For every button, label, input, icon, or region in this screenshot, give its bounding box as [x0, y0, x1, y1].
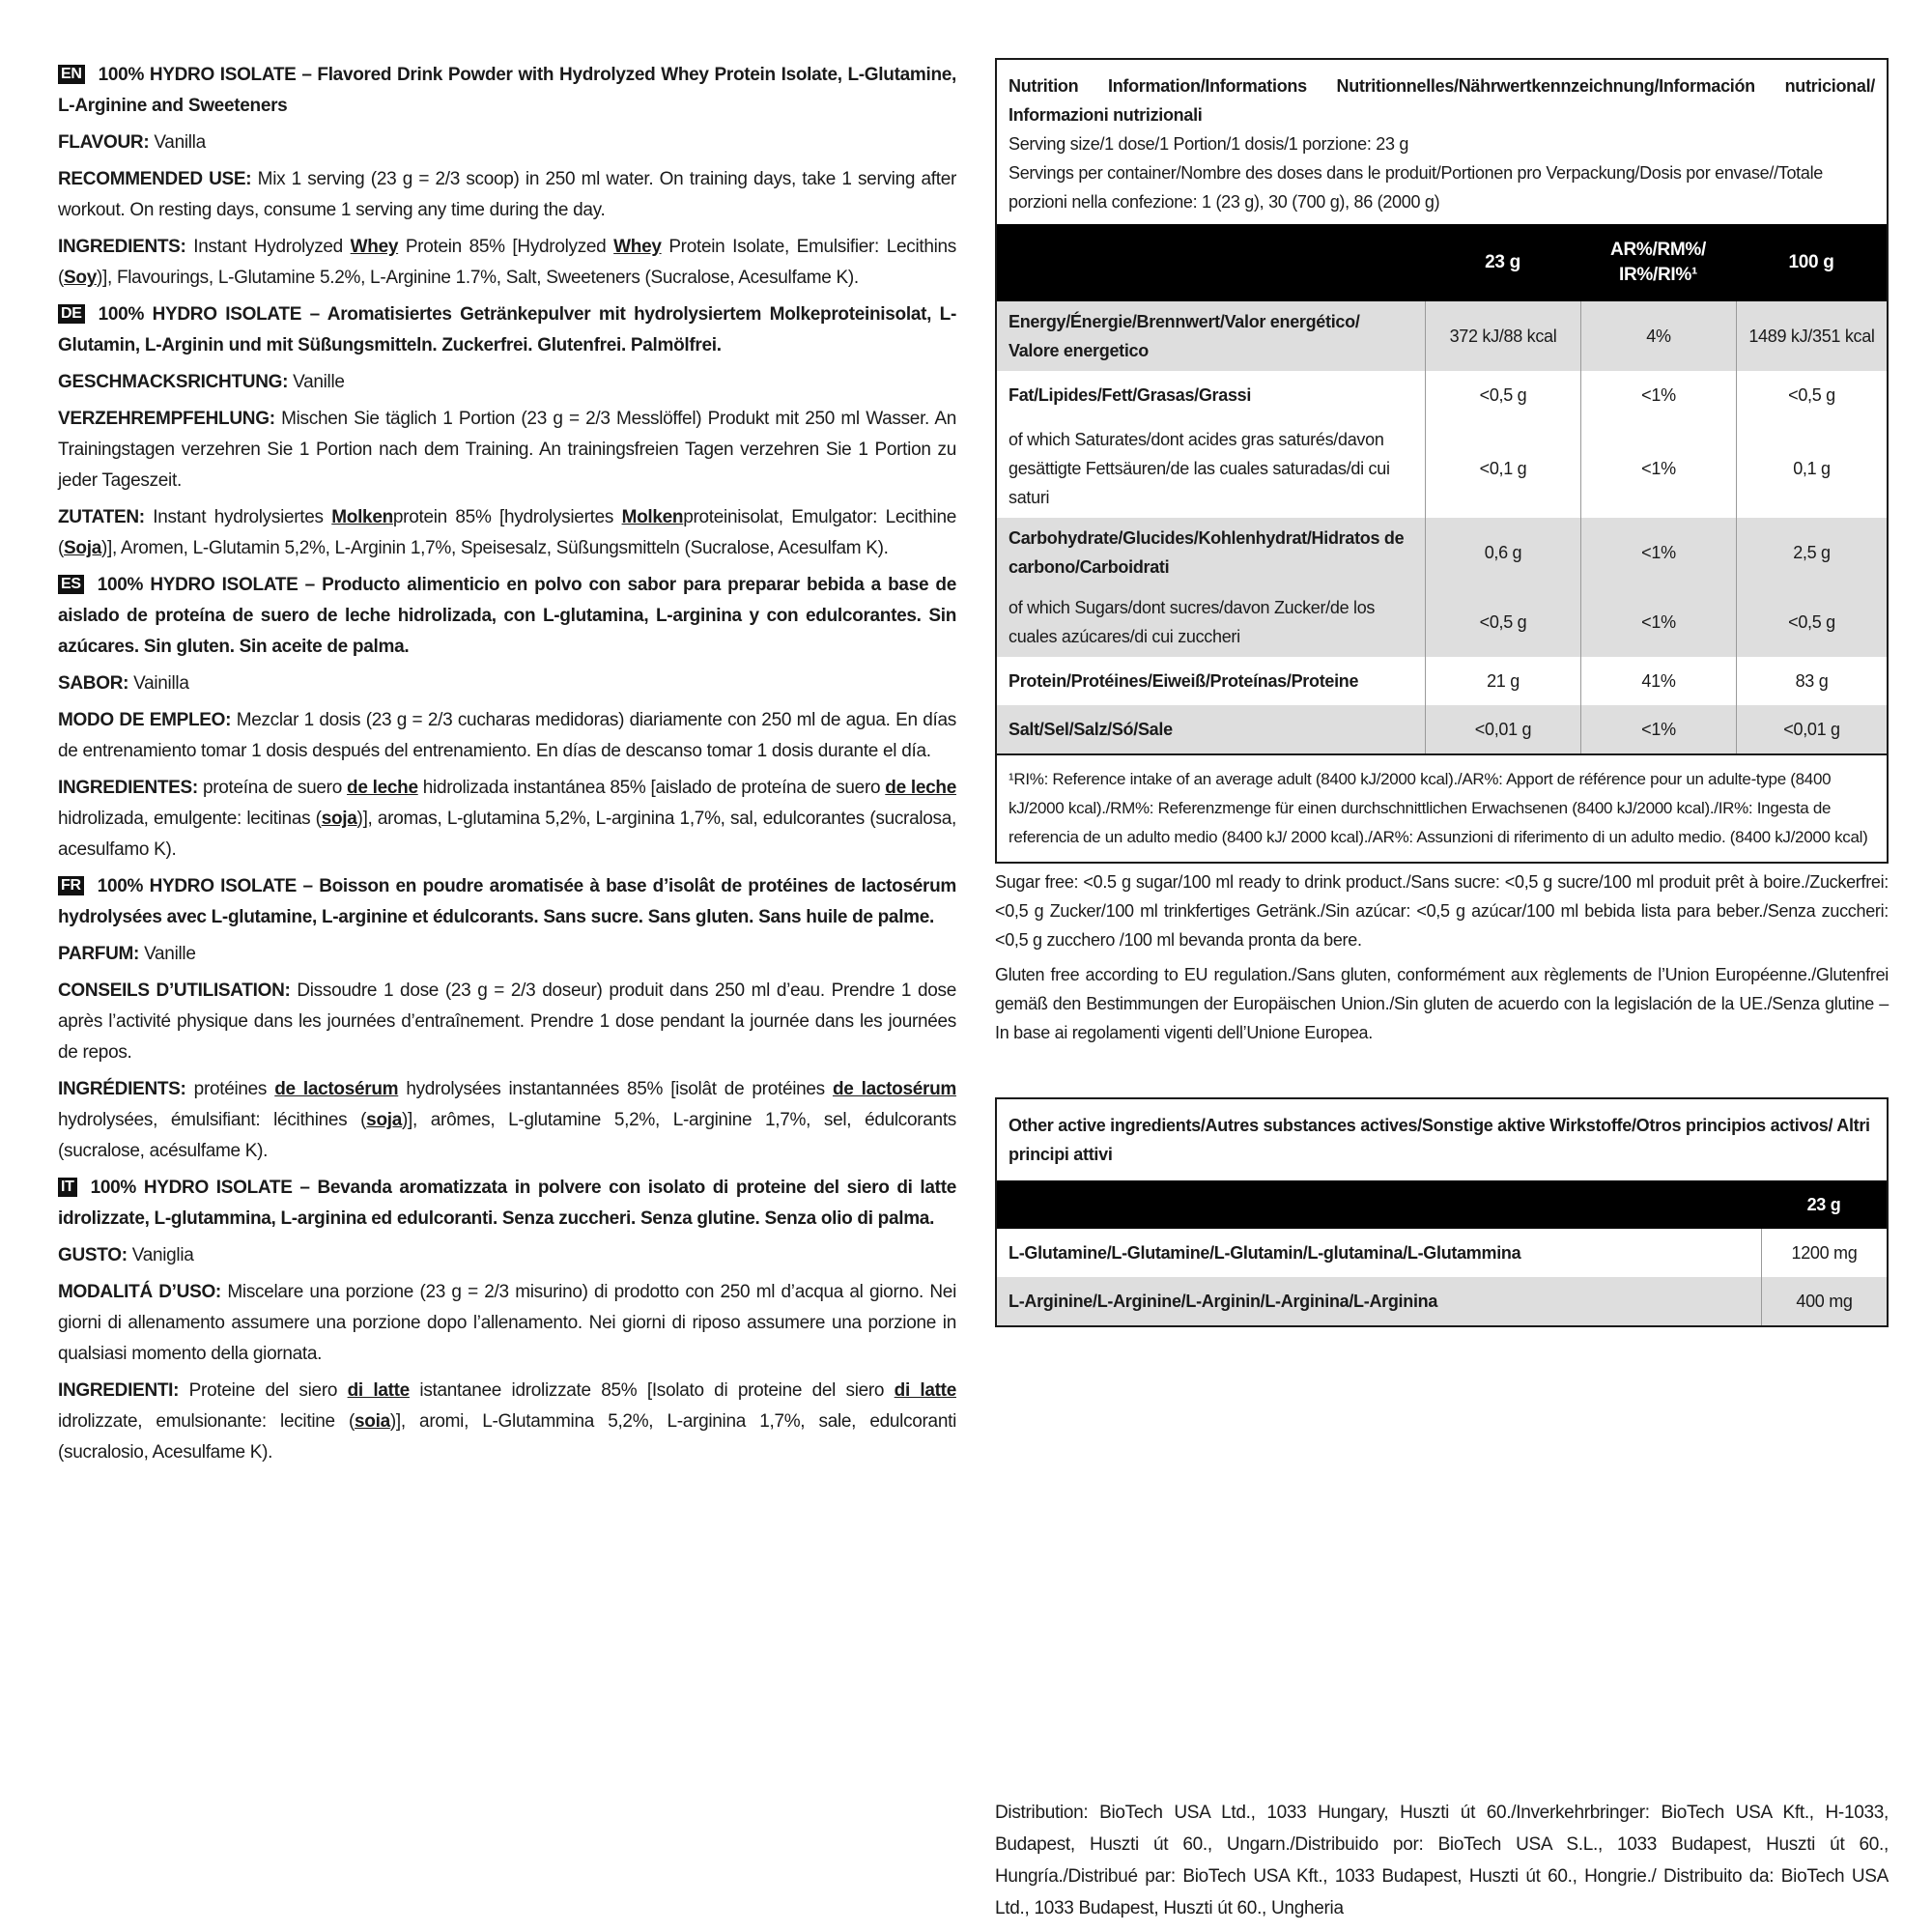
language-badge: IT — [58, 1178, 77, 1197]
allergen-text: Whey — [613, 237, 662, 257]
servings-per-container: Servings per container/Nombre des doses dans le produit/Portionen pro Verpackung/Dosis por envase//Totale porzioni nella confezione: 1 (23 g), 30 (700 g), 86 (2000 g) — [1009, 163, 1824, 212]
value-23g: 21 g — [1425, 657, 1580, 705]
nutrition-row — [997, 657, 1887, 705]
flavour-label: GUSTO: — [58, 1245, 128, 1265]
recommended-use-label: CONSEILS D’UTILISATION: — [58, 980, 291, 1001]
other-actives-header — [997, 1180, 1887, 1229]
ingredients-text: proteína de suero — [203, 778, 348, 798]
flavour-paragraph — [58, 1240, 956, 1271]
value-100g: <0,5 g — [1736, 587, 1887, 657]
allergen-text: de lactosérum — [274, 1079, 399, 1099]
recommended-use-text: Mischen Sie täglich 1 Portion (23 g = 2/3 Messlöffel) Produkt mit 250 ml Wasser. An Trainingstagen verzehren Sie 1 Portion nach dem Training. An trainingsfreien Tagen verzehren Sie 1 Portion zu jeder Tageszeit. — [58, 409, 956, 491]
ingredients-text: Protein 85% [Hydrolyzed — [398, 237, 614, 257]
value-ar: <1% — [1580, 587, 1736, 657]
value-ar: <1% — [1580, 518, 1736, 587]
nutrient-label: Fat/Lipides/Fett/Grasas/Grassi — [1009, 385, 1252, 405]
product-title: 100% HYDRO ISOLATE – Bevanda aromatizzata in polvere con isolato di proteine del siero di latte idrolizzate, L-glutammina, L-arginina ed edulcoranti. Senza zuccheri. Senza glutine. Senza olio di palma. — [58, 1178, 956, 1229]
flavour-text: Vanilla — [154, 132, 206, 153]
allergen-text: di latte — [347, 1380, 410, 1401]
flavour-text: Vaniglia — [131, 1245, 194, 1265]
nutrition-column — [995, 58, 1889, 1327]
allergen-text: de lactosérum — [832, 1079, 956, 1099]
header-23g: 23 g — [1761, 1180, 1887, 1229]
ingredients-text: )], aromi, L-Glutammina 5,2%, L-arginina 1,7%, sale, edulcoranti (sucralosio, Acesulfame K). — [58, 1411, 956, 1463]
ingredients-text: hydrolysées, émulsifiant: lécithines ( — [58, 1110, 367, 1130]
language-badge: EN — [58, 65, 85, 84]
value-ar: <1% — [1580, 371, 1736, 419]
nutrition-title: Nutrition Information/Informations Nutritionnelles/Nährwertkennzeichnung/Información nutricional/ Informazioni nutrizionali — [1009, 76, 1875, 125]
ingredients-label: INGREDIENTS: — [58, 237, 186, 257]
ingredients-paragraph — [58, 232, 956, 294]
nutrient-label: Protein/Protéines/Eiweiß/Proteínas/Proteine — [1009, 671, 1359, 691]
language-badge: DE — [58, 304, 85, 324]
allergen-text: Soja — [64, 538, 101, 558]
value-100g: 1489 kJ/351 kcal — [1736, 301, 1887, 371]
product-title: 100% HYDRO ISOLATE – Boisson en poudre aromatisée à base d’isolât de protéines de lactosérum hydrolysées avec L-glutamine, L-arginine et édulcorants. Sans sucre. Sans gluten. Sans huile de palme. — [58, 876, 956, 927]
recommended-use-paragraph — [58, 164, 956, 226]
active-ingredient-label: L-Arginine/L-Arginine/L-Arginin/L-Arginina/L-Arginina — [997, 1277, 1761, 1325]
ingredients-text: Protein Isolate, Emulsifier: Lecithins ( — [58, 237, 957, 288]
ingredients-text: )], arômes, L-glutamine 5,2%, L-arginine 1,7%, sel, édulcorants (sucralose, acésulfame K). — [58, 1110, 956, 1161]
flavour-label: GESCHMACKSRICHTUNG: — [58, 372, 289, 392]
value-100g: <0,5 g — [1736, 371, 1887, 419]
header-ar: AR%/RM%/ IR%/RI%¹ — [1580, 224, 1736, 301]
recommended-use-text: Miscelare una porzione (23 g = 2/3 misurino) di prodotto con 250 ml d’acqua al giorno. Nei giorni di allenamento assumere una porzione dopo l’allenamento. Nei giorni di riposo assumere una porzione in qualsiasi momento della giornata. — [58, 1282, 956, 1364]
allergen-text: soja — [321, 809, 357, 829]
value-ar: 41% — [1580, 657, 1736, 705]
header-23g: 23 g — [1425, 224, 1580, 301]
other-actives-title: Other active ingredients/Autres substances actives/Sonstige aktive Wirkstoffe/Otros principios activos/ Altri principi attivi — [1009, 1116, 1870, 1164]
allergen-text: de leche — [347, 778, 418, 798]
recommended-use-text: Mezclar 1 dosis (23 g = 2/3 cucharas medidoras) diariamente con 250 ml de agua. En días de entrenamiento tomar 1 dosis después del entrenamiento. En días de descanso tomar 1 dosis durante el día. — [58, 710, 956, 761]
flavour-label: FLAVOUR: — [58, 132, 150, 153]
product-title: 100% HYDRO ISOLATE – Producto alimenticio en polvo con sabor para preparar bebida a base de aislado de proteína de suero de leche hidrolizada, con L-glutamina, L-arginina y con edulcorantes. Sin azúcares. Sin gluten. Sin aceite de palma. — [58, 575, 956, 657]
header-blank — [997, 224, 1425, 301]
ingredients-label: INGREDIENTI: — [58, 1380, 180, 1401]
product-description-column — [58, 56, 956, 1474]
ingredients-text: )], Aromen, L-Glutamin 5,2%, L-Arginin 1,7%, Speisesalz, Süßungsmitteln (Sucralose, Acesulfam K). — [100, 538, 889, 558]
gluten-free-note: Gluten free according to EU regulation./Sans gluten, conformément aux règlements de l’Union Européenne./Glutenfrei gemäß den Bestimmungen der Europäischen Union./Sin gluten de acuerdo con la legislación de la UE./Senza glutine – In base ai regolamenti vigenti dell’Unione Europea. — [995, 965, 1889, 1042]
value-ar: 4% — [1580, 301, 1736, 371]
nutrition-table-header — [997, 60, 1887, 224]
ingredients-paragraph — [58, 1376, 956, 1468]
nutrition-row — [997, 587, 1887, 657]
recommended-use-paragraph — [58, 976, 956, 1068]
value-23g: 0,6 g — [1425, 518, 1580, 587]
nutrition-row — [997, 518, 1887, 587]
flavour-paragraph — [58, 128, 956, 158]
section-title-es — [58, 570, 956, 663]
value-100g: 83 g — [1736, 657, 1887, 705]
header-100g: 100 g — [1736, 224, 1887, 301]
ingredients-label: INGRÉDIENTS: — [58, 1079, 186, 1099]
notes — [995, 867, 1889, 1047]
ingredients-text: protéines — [193, 1079, 275, 1099]
recommended-use-label: MODALITÁ D’USO: — [58, 1282, 221, 1302]
recommended-use-paragraph — [58, 404, 956, 497]
recommended-use-text: Mix 1 serving (23 g = 2/3 scoop) in 250 ml water. On training days, take 1 serving after workout. On resting days, consume 1 serving any time during the day. — [58, 169, 956, 220]
nutrition-row — [997, 371, 1887, 419]
value-23g: <0,1 g — [1425, 419, 1580, 518]
ingredients-text: hidrolizada, emulgente: lecitinas ( — [58, 809, 322, 829]
flavour-text: Vainilla — [133, 673, 189, 694]
recommended-use-paragraph — [58, 705, 956, 767]
nutrient-label: of which Sugars/dont sucres/davon Zucker/de los cuales azúcares/di cui zuccheri — [997, 587, 1425, 657]
nutrient-label: of which Saturates/dont acides gras saturés/davon gesättigte Fettsäuren/de las cuales saturadas/di cui saturi — [1009, 430, 1390, 507]
active-ingredient-value: 400 mg — [1761, 1277, 1887, 1325]
other-actives-row — [997, 1277, 1887, 1325]
ingredients-text: Proteine del siero — [188, 1380, 348, 1401]
active-ingredient-value: 1200 mg — [1761, 1229, 1887, 1277]
flavour-paragraph — [58, 939, 956, 970]
allergen-text: Molken — [331, 507, 393, 527]
value-100g: <0,01 g — [1736, 705, 1887, 753]
ingredients-text: Instant Hydrolyzed — [193, 237, 351, 257]
other-actives-table — [995, 1097, 1889, 1327]
value-23g: <0,5 g — [1425, 587, 1580, 657]
other-actives-row — [997, 1229, 1887, 1277]
ingredients-text: proteinisolat, Emulgator: Lecithine ( — [58, 507, 956, 558]
product-title: 100% HYDRO ISOLATE – Aromatisiertes Getränkepulver mit hydrolysiertem Molkeproteinisolat, L-Glutamin, L-Arginin und mit Süßungsmitteln. Zuckerfrei. Glutenfrei. Palmölfrei. — [58, 304, 956, 355]
value-100g: 0,1 g — [1736, 419, 1887, 518]
language-badge: FR — [58, 876, 84, 895]
nutrition-column-headers — [997, 224, 1887, 301]
nutrition-table — [995, 58, 1889, 864]
value-23g: <0,01 g — [1425, 705, 1580, 753]
allergen-text: Molken — [621, 507, 684, 527]
allergen-text: soja — [366, 1110, 402, 1130]
value-ar: <1% — [1580, 419, 1736, 518]
flavour-text: Vanille — [144, 944, 196, 964]
allergen-text: Soy — [64, 268, 97, 288]
header-blank — [997, 1180, 1761, 1229]
nutrient-label: Carbohydrate/Glucides/Kohlenhydrat/Hidratos de carbono/Carboidrati — [997, 518, 1425, 587]
ingredients-paragraph — [58, 502, 956, 564]
allergen-text: soia — [355, 1411, 390, 1432]
ingredients-paragraph — [58, 773, 956, 866]
value-100g: 2,5 g — [1736, 518, 1887, 587]
ingredients-text: hidrolizada instantánea 85% [aislado de proteína de suero — [417, 778, 886, 798]
ingredients-text: istantanee idrolizzate 85% [Isolato di proteine del siero — [409, 1380, 895, 1401]
ingredients-label: INGREDIENTES: — [58, 778, 198, 798]
nutrition-row — [997, 301, 1887, 371]
other-actives-rows — [997, 1229, 1887, 1325]
ingredients-paragraph — [58, 1074, 956, 1167]
value-ar: <1% — [1580, 705, 1736, 753]
ingredients-text: protein 85% [hydrolysiertes — [392, 507, 622, 527]
flavour-label: PARFUM: — [58, 944, 140, 964]
product-title: 100% HYDRO ISOLATE – Flavored Drink Powder with Hydrolyzed Whey Protein Isolate, L-Glutamine, L-Arginine and Sweeteners — [58, 65, 956, 116]
serving-size: Serving size/1 dose/1 Portion/1 dosis/1 porzione: 23 g — [1009, 134, 1409, 154]
ingredients-label: ZUTATEN: — [58, 507, 145, 527]
ingredients-text: )], Flavourings, L-Glutamine 5.2%, L-Arginine 1.7%, Salt, Sweeteners (Sucralose, Acesulfame K). — [96, 268, 859, 288]
ingredients-text: )], aromas, L-glutamina 5,2%, L-arginina 1,7%, sal, edulcorantes (sucralosa, acesulfamo K). — [58, 809, 956, 860]
nutrient-label: Salt/Sel/Salz/Só/Sale — [997, 705, 1425, 753]
ingredients-text: Instant hydrolysiertes — [153, 507, 332, 527]
sugar-free-note: Sugar free: <0.5 g sugar/100 ml ready to drink product./Sans sucre: <0,5 g sucre/100 ml produit prêt à boire./Zuckerfrei: <0,5 g Zucker/100 ml trinkfertiges Getränk./Sin azúcar: <0,5 g azúcar/100 ml bebida lista para beber./Senza zuccheri: <0,5 g zucchero /100 ml bevanda pronta da bere. — [995, 872, 1889, 950]
allergen-text: di latte — [894, 1380, 956, 1401]
value-23g: <0,5 g — [1425, 371, 1580, 419]
flavour-text: Vanille — [293, 372, 345, 392]
active-ingredient-label: L-Glutamine/L-Glutamine/L-Glutamin/L-glutamina/L-Glutammina — [1009, 1243, 1521, 1263]
nutrient-label: Energy/Énergie/Brennwert/Valor energético/ Valore energetico — [997, 301, 1425, 371]
ingredients-text: hydrolysées instantannées 85% [isolât de protéines — [398, 1079, 833, 1099]
recommended-use-label: VERZEHREMPFEHLUNG: — [58, 409, 275, 429]
flavour-paragraph — [58, 367, 956, 398]
language-badge: ES — [58, 575, 84, 594]
flavour-label: SABOR: — [58, 673, 129, 694]
value-23g: 372 kJ/88 kcal — [1425, 301, 1580, 371]
recommended-use-paragraph — [58, 1277, 956, 1370]
recommended-use-label: RECOMMENDED USE: — [58, 169, 252, 189]
distribution-info: Distribution: BioTech USA Ltd., 1033 Hungary, Huszti út 60./Inverkehrbringer: BioTech USA Kft., H-1033, Budapest, Huszti út 60., Ungarn./Distribuido por: BioTech USA S.L., 1033 Budapest, Huszti út 60., Hungría./Distribué par: BioTech USA Kft., 1033 Budapest, Huszti út 60., Hongrie./ Distribuito da: BioTech USA Ltd., 1033 Budapest, Huszti út 60., Ungheria — [995, 1803, 1889, 1918]
recommended-use-label: MODO DE EMPLEO: — [58, 710, 232, 730]
nutrition-row — [997, 419, 1887, 518]
section-title-en — [58, 60, 956, 122]
nutrition-rows — [997, 301, 1887, 753]
section-title-de — [58, 299, 956, 361]
allergen-text: de leche — [885, 778, 956, 798]
allergen-text: Whey — [350, 237, 399, 257]
section-title-fr — [58, 871, 956, 933]
flavour-paragraph — [58, 668, 956, 699]
recommended-use-text: Dissoudre 1 dose (23 g = 2/3 doseur) produit dans 250 ml d’eau. Prendre 1 dose après l’activité physique dans les journées d’entraînement. Prendre 1 dose pendant la journée dans les journées de repos. — [58, 980, 956, 1063]
nutrition-footnote: ¹RI%: Reference intake of an average adult (8400 kJ/2000 kcal)./AR%: Apport de référence pour un adulte-type (8400 kJ/2000 kcal)./RM%: Referenzmenge für einen durchschnittlichen Erwachsenen (8400 kJ/2000 kcal)./IR%: Ingesta de referencia de un adulto medio (8400 kJ/ 2000 kcal)./AR%: Assunzioni di riferimento di un adulto medio. (8400 kJ/2000 kcal) — [997, 753, 1887, 862]
section-title-it — [58, 1173, 956, 1235]
nutrition-row — [997, 705, 1887, 753]
ingredients-text: idrolizzate, emulsionante: lecitine ( — [58, 1411, 355, 1432]
